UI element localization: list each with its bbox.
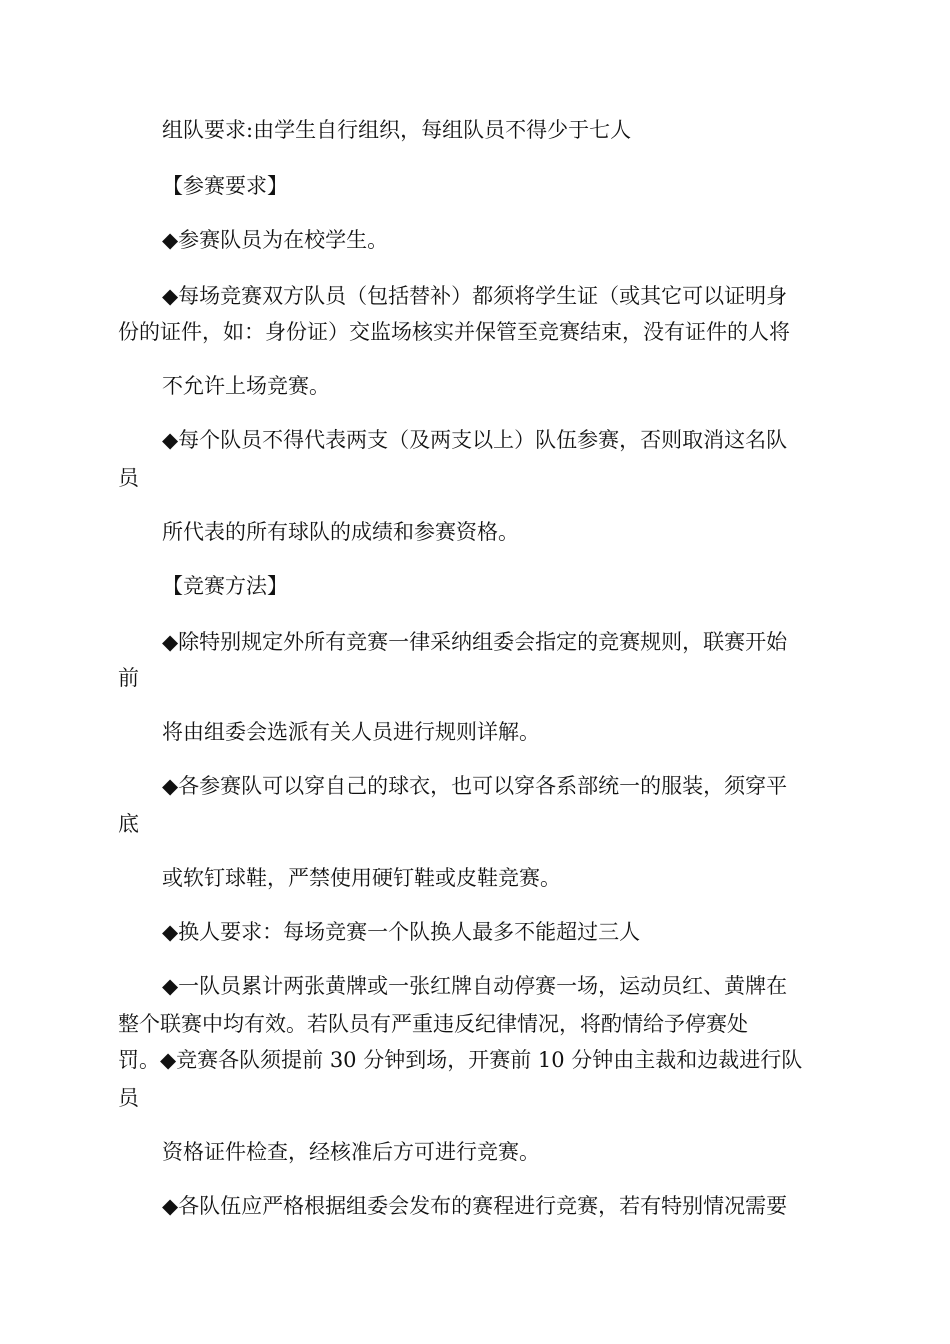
text-line: 所代表的所有球队的成绩和参赛资格。	[162, 520, 519, 544]
text-line: 底	[118, 812, 139, 836]
text-line: 罚。◆竞赛各队须提前 30 分钟到场，开赛前 10 分钟由主裁和边裁进行队	[118, 1048, 803, 1072]
text-line: 员	[118, 466, 139, 490]
text-line: ◆除特别规定外所有竞赛一律采纳组委会指定的竞赛规则，联赛开始	[162, 630, 788, 654]
text-line: ◆参赛队员为在校学生。	[162, 228, 389, 252]
text-line: ◆每个队员不得代表两支（及两支以上）队伍参赛，否则取消这名队	[162, 428, 788, 452]
text-line: ◆各参赛队可以穿自己的球衣，也可以穿各系部统一的服装，须穿平	[162, 774, 788, 798]
text-line: ◆换人要求：每场竞赛一个队换人最多不能超过三人	[162, 920, 641, 944]
section-heading: 【参赛要求】	[162, 174, 288, 198]
text-line: ◆各队伍应严格根据组委会发布的赛程进行竞赛，若有特别情况需要	[162, 1194, 788, 1218]
text-line: 前	[118, 666, 139, 690]
text-line: 组队要求:由学生自行组织，每组队员不得少于七人	[162, 118, 632, 142]
text-line: 份的证件，如：身份证）交监场核实并保管至竞赛结束，没有证件的人将	[118, 320, 790, 344]
text-line: 资格证件检查，经核准后方可进行竞赛。	[162, 1140, 540, 1164]
text-line: 将由组委会选派有关人员进行规则详解。	[162, 720, 540, 744]
section-heading: 【竞赛方法】	[162, 574, 288, 598]
text-line: 或软钉球鞋，严禁使用硬钉鞋或皮鞋竞赛。	[162, 866, 561, 890]
text-line: ◆一队员累计两张黄牌或一张红牌自动停赛一场，运动员红、黄牌在	[162, 974, 788, 998]
text-line: 员	[118, 1086, 139, 1110]
text-line: ◆每场竞赛双方队员（包括替补）都须将学生证（或其它可以证明身	[162, 284, 788, 308]
text-line: 不允许上场竞赛。	[162, 374, 330, 398]
text-line: 整个联赛中均有效。若队员有严重违反纪律情况，将酌情给予停赛处	[118, 1012, 748, 1036]
